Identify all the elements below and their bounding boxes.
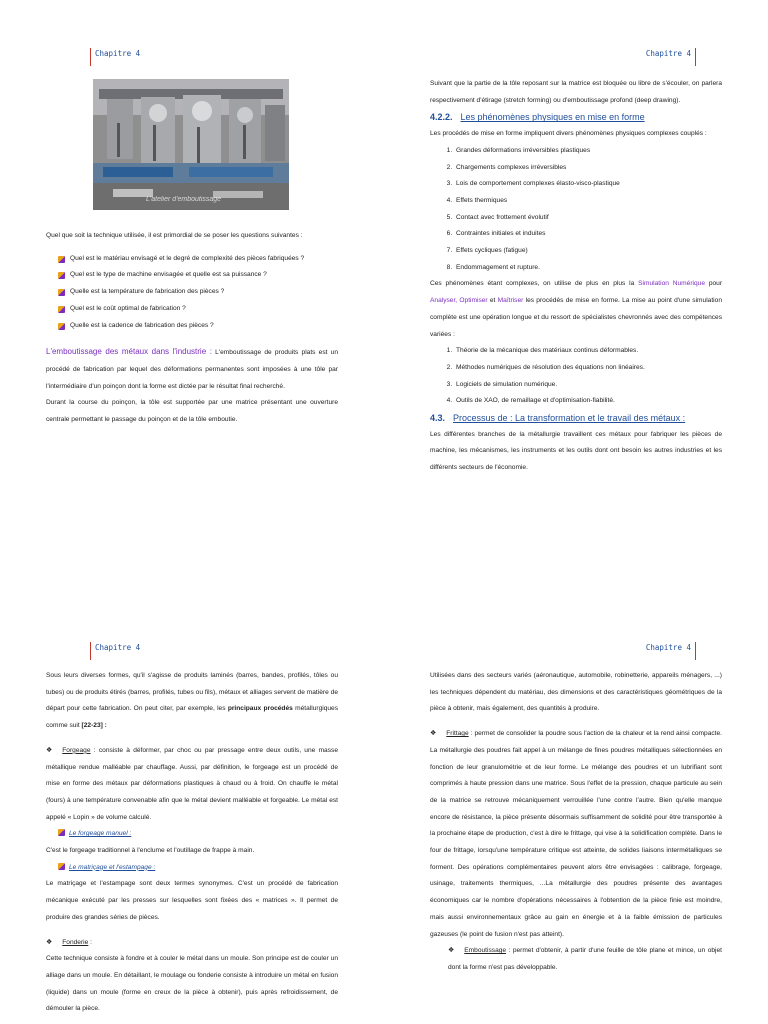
list-item: 4. Outils de XAO, de remaillage et d'optimisation-fiabilité. <box>454 393 722 410</box>
diamond-bullet-icon: ❖ <box>430 730 437 738</box>
section-heading-4-3: 4.3. Processus de : La transformation et le travail des métaux : <box>430 413 686 424</box>
forgeage-manuel-text: C'est le forgeage traditionnel à l'enclume et l'outillage de frappe à main. <box>46 847 255 855</box>
press-machine-illustration <box>93 79 289 210</box>
bullet-icon <box>58 306 65 313</box>
list-item: 1. Grandes déformations irréversibles plastiques <box>454 143 722 160</box>
emboutissage-paragraph: L'emboutissage des métaux dans l'industrie : L'emboutissage de produits plats est un procédé de fabrication par lequel des déformations permanentes sont imposées à une tôle par l'intermédiaire d'un poinçon dont la forme est dictée par le résultat final recherché. <box>46 347 338 390</box>
metallurgy-paragraph: Les différentes branches de la métallurgie travaillent ces métaux pour fabriquer les pièces de machine, les mécanismes, les instruments et les outils dont ont besoin les autres industries et les différents secteurs de l'économie. <box>430 430 722 472</box>
course-paragraph: Durant la course du poinçon, la tôle est supportée par une matrice présentant une ouverture centrale permettant le passage du poinçon et de la tôle emboutie. <box>46 399 338 424</box>
forgeage-manuel-heading: Le forgeage manuel : <box>46 826 338 843</box>
list-item: 2. Chargements complexes irréversibles <box>454 160 722 177</box>
list-item: Quelle est la cadence de fabrication des pièces ? <box>58 318 338 335</box>
bullet-icon <box>58 256 65 263</box>
list-item: 2. Méthodes numériques de résolution des équations non linéaires. <box>454 360 722 377</box>
page-4-body <box>430 668 722 977</box>
emboutissage-paragraph: ❖ Emboutissage : permet d'obtenir, à partir d'une feuille de tôle plane et mince, un objet dont la forme n'est pas développable. <box>430 943 722 976</box>
list-item: 4. Effets thermiques <box>454 193 722 210</box>
bullet-icon <box>58 272 65 279</box>
frittage-paragraph: ❖ Frittage : permet de consolider la poudre sous l'action de la chaleur et la rend ainsi compacte. La métallurgie des poudres fait appel à un mélange de fines poudres métalliques sélectionnées en fonction de leur granulométrie et de leur forme. Le mélange des poudres et un lubrifiant sont comprimés à haute pression dans une matrice. Sous l'effet de la pression, chaque particule au sein de la matrice se retrouve mécaniquement verrouillée l'une contre l'autre. Bien qu'elle manque encore de résistance, la pièce présente désormais suffisamment de solidité pour être transportée à la prochaine étape de production, c'est à dire le frittage, qui vise à la solidification complète. Dans le four de frittage, lorsqu'une température critique est atteinte, de solides liaisons intermétalliques se forment. Des opérations complémentaires peuvent alors être envisagées : calibrage, forgeage, usinage, traitements thermiques, ...La métallurgie des poudres présente des avantages économiques car le nombre d'opérations nécessaires à l'obtention de la pièce finie est moindre, mais aussi environnementaux grâce au gain en énergie et à la faible émission de particules gazeuses (le point de fusion n'est pas atteint). <box>430 726 722 943</box>
page-2-body <box>430 76 722 477</box>
list-item: Quelle est la température de fabrication des pièces ? <box>58 284 338 301</box>
phenomena-list <box>430 143 722 277</box>
document-page-4 <box>384 512 768 1024</box>
list-item: 5. Contact avec frottement évolutif <box>454 210 722 227</box>
chapter-header: Chapitre 4 <box>646 48 696 66</box>
bullet-icon <box>58 863 65 870</box>
bullet-icon <box>58 323 65 330</box>
simulation-paragraph: Ces phénomènes étant complexes, on utilise de plus en plus la Simulation Numérique pour Analyser, Optimiser et Maîtriser les procédés de mise en forme. La mise au point d'une simulation complète est une opération longue et du ressort de spécialistes chevronnés avec des compétences variées : <box>430 280 723 338</box>
section-heading-4-2-2: 4.2.2. Les phénomènes physiques en mise en forme <box>430 112 645 123</box>
matricage-heading: Le matriçage et l'estampage : <box>46 860 338 877</box>
photo-caption: L'atelier d'emboutissage <box>146 196 222 203</box>
fonderie-heading: ❖ Fonderie : <box>46 935 338 952</box>
list-item: Quel est le coût optimal de fabrication ? <box>58 301 338 318</box>
list-item: 8. Endommagement et rupture. <box>454 260 722 277</box>
document-page-2 <box>384 0 768 512</box>
chapter-header: Chapitre 4 <box>90 642 140 660</box>
fonderie-text: Cette technique consiste à fondre et à couler le métal dans un moule. Son principe est de couler un alliage dans un moule. En détaillant, le moulage ou fonderie consiste à introduire un métal en fusion (liquide) dans un moule (forme en creux de la pièce à obtenir), puis après refroidissement, de démouler la pièce. <box>46 955 338 1013</box>
intro-paragraph: Sous leurs diverses formes, qu'il s'agisse de produits laminés (barres, bandes, profilés, tôles ou tubes) ou de produits étirés (barres, profilés, tubes ou fils), métaux et alliages servent de matière de départ pour cette fabrication. On peut citer, par exemple, les principaux procédés métallurgiques comme suit [22-23] : <box>46 672 339 730</box>
document-page-1 <box>0 0 384 512</box>
list-item: 3. Lois de comportement complexes élasto-visco-plastique <box>454 176 722 193</box>
page-1-body <box>46 228 338 429</box>
page-3-body <box>46 668 338 1018</box>
list-item: 6. Contraintes initiales et induites <box>454 226 722 243</box>
list-item: 1. Théorie de la mécanique des matériaux continus déformables. <box>454 343 722 360</box>
matricage-text: Le matriçage et l'estampage sont deux termes synonymes. C'est un procédé de fabrication mécanique exécuté par les presses sur lesquelles sont fixées des « matrices ». Il permet de produire des grandes séries de pièces. <box>46 880 338 921</box>
list-item: 3. Logiciels de simulation numérique. <box>454 377 722 394</box>
list-item: Quel est le matériau envisagé et le degré de complexité des pièces fabriquées ? <box>58 251 338 268</box>
bullet-icon <box>58 289 65 296</box>
intro-paragraph: Utilisées dans des secteurs variés (aéronautique, automobile, robinetterie, appareils ménagers, ...) les techniques dépendent du matériau, des dimensions et des caractéristiques géométriques de la pièce à obtenir, mais également, des quantités à produire. <box>430 672 722 713</box>
bullet-icon <box>58 829 65 836</box>
emboutissage-lead: L'emboutissage des métaux dans l'industrie : <box>46 347 212 357</box>
diamond-bullet-icon: ❖ <box>46 746 53 754</box>
list-item: 7. Effets cycliques (fatigue) <box>454 243 722 260</box>
document-page-3 <box>0 512 384 1024</box>
phenomena-intro: Les procédés de mise en forme impliquent divers phénomènes physiques complexes couplés : <box>430 130 707 138</box>
chapter-header: Chapitre 4 <box>646 642 696 660</box>
chapter-header: Chapitre 4 <box>90 48 140 66</box>
diamond-bullet-icon: ❖ <box>46 938 53 946</box>
workshop-photo <box>93 79 289 210</box>
forgeage-paragraph: ❖ Forgeage : consiste à déformer, par choc ou par pressage entre deux outils, une masse métallique rendue malléable par chauffage. Aussi, par définition, le forgeage est un procédé de mise en forme des métaux par déformations plastiques à chaud ou à froid. On chauffe le métal (fours) à une température convenable afin que le métal devient malléable et forgeable. Le métal est appelé « Lopin » de volume calculé. <box>46 743 338 827</box>
questions-list <box>46 251 338 335</box>
intro-paragraph: Suivant que la partie de la tôle reposant sur la matrice est bloquée ou libre de s'écouler, on parlera respectivement d'étirage (stretch forming) ou d'emboutissage profond (deep drawing). <box>430 80 722 104</box>
intro-paragraph: Quel que soit la technique utilisée, il est primordial de se poser les questions suivantes : <box>46 232 303 239</box>
competences-list <box>430 343 722 410</box>
diamond-bullet-icon: ❖ <box>448 947 455 955</box>
list-item: Quel est le type de machine envisagée et quelle est sa puissance ? <box>58 267 338 284</box>
